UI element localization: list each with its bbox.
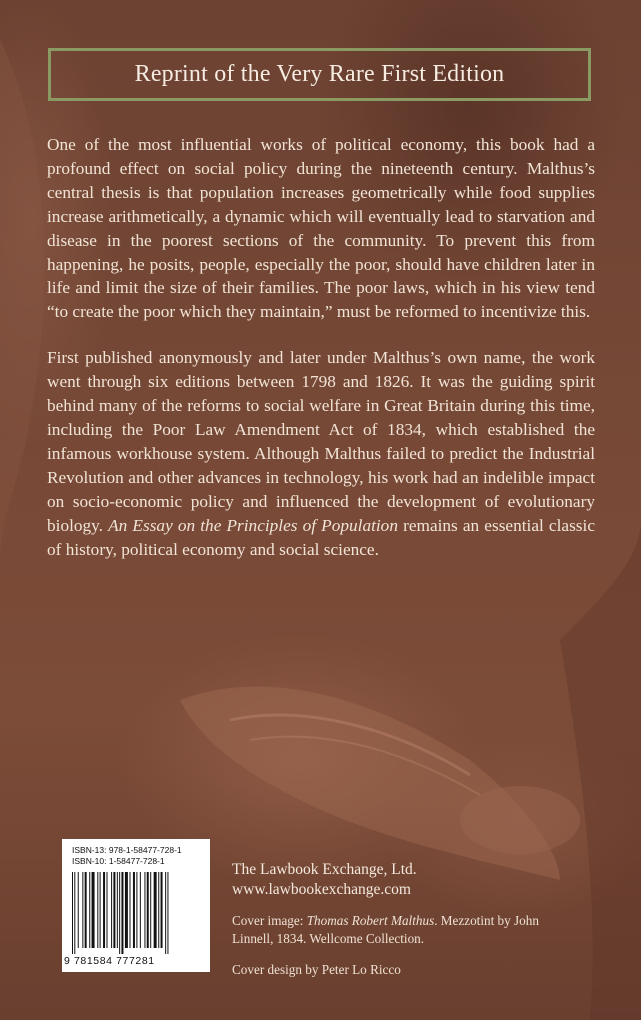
publisher-info bbox=[232, 860, 417, 900]
barcode-bar bbox=[103, 872, 105, 948]
paragraph-2-ending: remains an essential classic of history, political economy and social science. bbox=[47, 515, 595, 559]
barcode-bar bbox=[119, 872, 120, 954]
publisher-url[interactable]: www.lawbookexchange.com bbox=[232, 881, 411, 898]
book-description bbox=[47, 133, 595, 583]
barcode-bar bbox=[89, 872, 90, 948]
barcode-bar bbox=[136, 872, 137, 948]
barcode-bar bbox=[72, 872, 73, 954]
barcode-bar bbox=[167, 872, 168, 954]
cover-image-credit bbox=[232, 912, 572, 947]
barcode-bar bbox=[140, 872, 141, 948]
barcode-bar bbox=[150, 872, 151, 948]
barcode-bar bbox=[133, 872, 135, 948]
barcode-bar bbox=[117, 872, 118, 948]
drapery-shape bbox=[560, 520, 641, 1020]
barcode-bar bbox=[78, 872, 79, 948]
barcode-box bbox=[62, 839, 210, 972]
description-paragraph-2 bbox=[47, 346, 595, 561]
credit-rest: . Mezzotint by John Linnell, 1834. Wellcome Collection. bbox=[232, 913, 539, 946]
isbn-13: ISBN-13: 978-1-58477-728-1 bbox=[72, 845, 182, 855]
hand-shape bbox=[460, 786, 580, 854]
barcode-bar bbox=[107, 872, 108, 948]
barcode-bar bbox=[92, 872, 95, 948]
barcode-bar bbox=[158, 872, 159, 948]
barcode-number: 9 781584 777281 bbox=[64, 955, 155, 967]
barcode-bar bbox=[147, 872, 149, 948]
edition-banner bbox=[48, 48, 591, 101]
barcode-bar bbox=[111, 872, 112, 948]
figure-shoulder-shape bbox=[0, 40, 44, 560]
barcode-bar bbox=[100, 872, 101, 948]
cover-design-credit: Cover design by Peter Lo Ricco bbox=[232, 962, 401, 977]
credit-prefix: Cover image: bbox=[232, 913, 304, 928]
description-paragraph-1: One of the most influential works of political economy, this book had a profound effect on social policy during the nineteenth century. Malthus’s central thesis is that population increases geometrically while food supplies increase arithmetically, a dynamic which will eventually lead to starvation and disease in the poorest sections of the community. To prevent this from happening, he posits, people, especially the poor, should have children later in life and limit the size of their families. The poor laws, which in his view tend “to create the poor which they maintain,” must be reformed to incentivize this. bbox=[47, 135, 595, 322]
credit-title: Thomas Robert Malthus bbox=[306, 913, 435, 928]
book-title-italic: An Essay on the Principles of Population bbox=[108, 515, 398, 535]
publisher-name: The Lawbook Exchange, Ltd. bbox=[232, 861, 417, 878]
paragraph-2-text: First published anonymously and later under Malthus’s own name, the work went through six editions between 1798 and 1826. It was the guiding spirit behind many of the reforms to social welfare in Great Britain during this time, including the Poor Law Amendment Act of 1834, which established the infamous workhouse system. Although Malthus failed to predict the Industrial Revolution and other advances in technology, his work had an indelible impact on socio-economic policy and influenced the development of evolutionary biology. bbox=[47, 348, 595, 535]
barcode-bar bbox=[113, 872, 115, 948]
barcode-bar bbox=[165, 872, 166, 954]
barcode-bar bbox=[74, 872, 75, 954]
isbn-10: ISBN-10: 1-58477-728-1 bbox=[72, 856, 165, 866]
barcode-bar bbox=[144, 872, 145, 948]
barcode-bar bbox=[154, 872, 157, 948]
barcode-bar bbox=[121, 872, 123, 954]
barcode-bar bbox=[161, 872, 163, 948]
barcode-bar bbox=[130, 872, 131, 948]
barcode-bar bbox=[97, 872, 98, 948]
banner-title: Reprint of the Very Rare First Edition bbox=[134, 61, 505, 87]
barcode-bar bbox=[82, 872, 83, 948]
barcode-bars bbox=[72, 872, 202, 954]
barcode-bar bbox=[85, 872, 87, 948]
barcode-bar bbox=[125, 872, 128, 948]
